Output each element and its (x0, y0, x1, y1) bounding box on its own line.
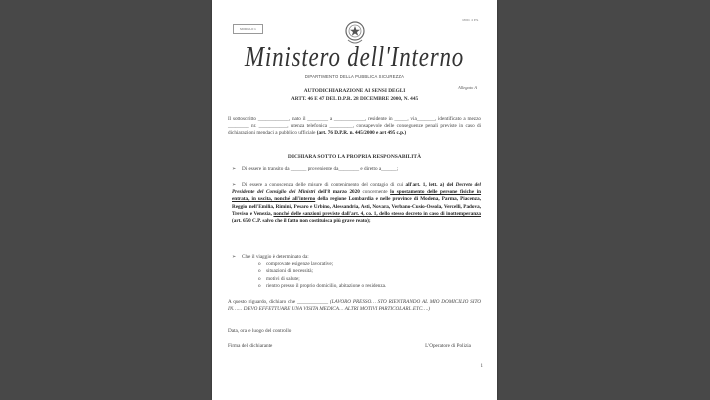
document-page (212, 0, 497, 400)
reason-text: comprovate esigenze lavorative; (266, 261, 334, 268)
intro-text: Il sottoscritto ____________, nato il ________ a ____________, residente in _____, via_______, identificato a mezzo ________ nr. ___________, utenza telefonica _________, consapevole delle conseguenze penali previste in caso di dichiarazioni mendaci a pubblico ufficiale (228, 116, 481, 137)
reason-text: rientro presso il proprio domicilio, abitazione o residenza. (266, 282, 387, 289)
decree-date: dell'8 marzo 2020 (315, 189, 360, 196)
bullet-reasons (232, 254, 481, 290)
regard-text: A questo riguardo, dichiaro che ____________ (228, 299, 330, 305)
sanctions-clause: nonché delle sanzioni previste dall'art. 4, co. 1, dello stesso decreto in caso di inottemperanza (273, 210, 481, 217)
arrow-bullet-icon: ➢ (232, 182, 237, 188)
declaration-heading: DICHIARA SOTTO LA PROPRIA RESPONSABILITÀ (287, 154, 422, 160)
model-code: MOD. 4 P.S. (462, 18, 479, 22)
date-place-line: Data, ora e luogo del controllo (228, 328, 292, 334)
circle-bullet-icon: o (258, 275, 261, 282)
signature-police: L'Operatore di Polizia (425, 343, 471, 349)
decree-name: Decreto del Presidente del Consiglio dei Ministri (232, 182, 481, 196)
regard-examples: (LAVORO PRESSO… STO RIENTRANDO AL MIO DOMICILIO SITO IN…… DEVO EFFETTUARE UNA VISITA MEDICA… ALTRI MOTIVI PARTICOLARI..ETC….) (228, 299, 481, 313)
page-number: 1 (480, 364, 483, 369)
bullet-transit-text: Di essere in transito da ______ proveniente da________ e diretto a______; (242, 166, 399, 172)
intro-paragraph (228, 116, 481, 138)
document-title (212, 88, 497, 103)
attachment-label: Allegato A (457, 85, 477, 90)
penal-reference: (art. 650 C.P. salvo che il fatto non costituisca più grave reato); (232, 218, 371, 225)
regions-list: della regione Lombardia e nelle province di Modena, Parma, Piacenza, Reggio nell'Emilia, Rimini, Pesaro e Urbino, Alessandria, Asti, Novara, Verbano-Cusio-Ossola, Vercelli, Padova, Treviso e Venezia, (232, 196, 481, 217)
reason-item (232, 268, 481, 275)
movement-clause: lo spostamento delle persone fisiche in entrata, in uscita, nonché all'interno (232, 189, 482, 203)
intro-legal-reference: (art. 76 D.P.R. n. 445/2000 e art 495 c.p.) (316, 130, 407, 137)
reason-item (232, 276, 481, 283)
reason-item (232, 283, 481, 290)
bullet-transit (232, 166, 481, 173)
bullet-bold: all'art. 1, lett. a) del (405, 182, 456, 188)
title-line-1: AUTODICHIARAZIONE AI SENSI DEGLI (303, 88, 406, 94)
signature-declarant: Firma del dichiarante (228, 343, 273, 349)
circle-bullet-icon: o (258, 282, 261, 289)
reason-item (232, 261, 481, 268)
title-line-2: ARTT. 46 E 47 DEL D.P.R. 28 DICEMBRE 2000, N. 445 (290, 95, 419, 102)
reason-text: situazioni di necessità; (266, 268, 313, 275)
bullet-text: Di essere a conoscenza delle misure di contenimento del contagio di cui (242, 182, 406, 188)
arrow-bullet-icon: ➢ (232, 166, 237, 172)
reason-text: motivi di salute; (266, 275, 300, 282)
regard-paragraph (228, 299, 481, 313)
bullet-text: concernente (359, 189, 391, 196)
circle-bullet-icon: o (258, 261, 261, 268)
reasons-intro: Che il viaggio è determinato da: (242, 254, 309, 260)
arrow-bullet-icon: ➢ (232, 254, 237, 260)
department-name: DIPARTIMENTO DELLA PUBBLICA SICUREZZA (304, 74, 405, 79)
bullet-awareness (232, 182, 481, 225)
signature-row (228, 343, 481, 349)
circle-bullet-icon: o (258, 268, 261, 275)
stamp-box: MODULO 1 (233, 24, 263, 34)
ministry-name: Ministero dell'Interno (244, 42, 465, 73)
